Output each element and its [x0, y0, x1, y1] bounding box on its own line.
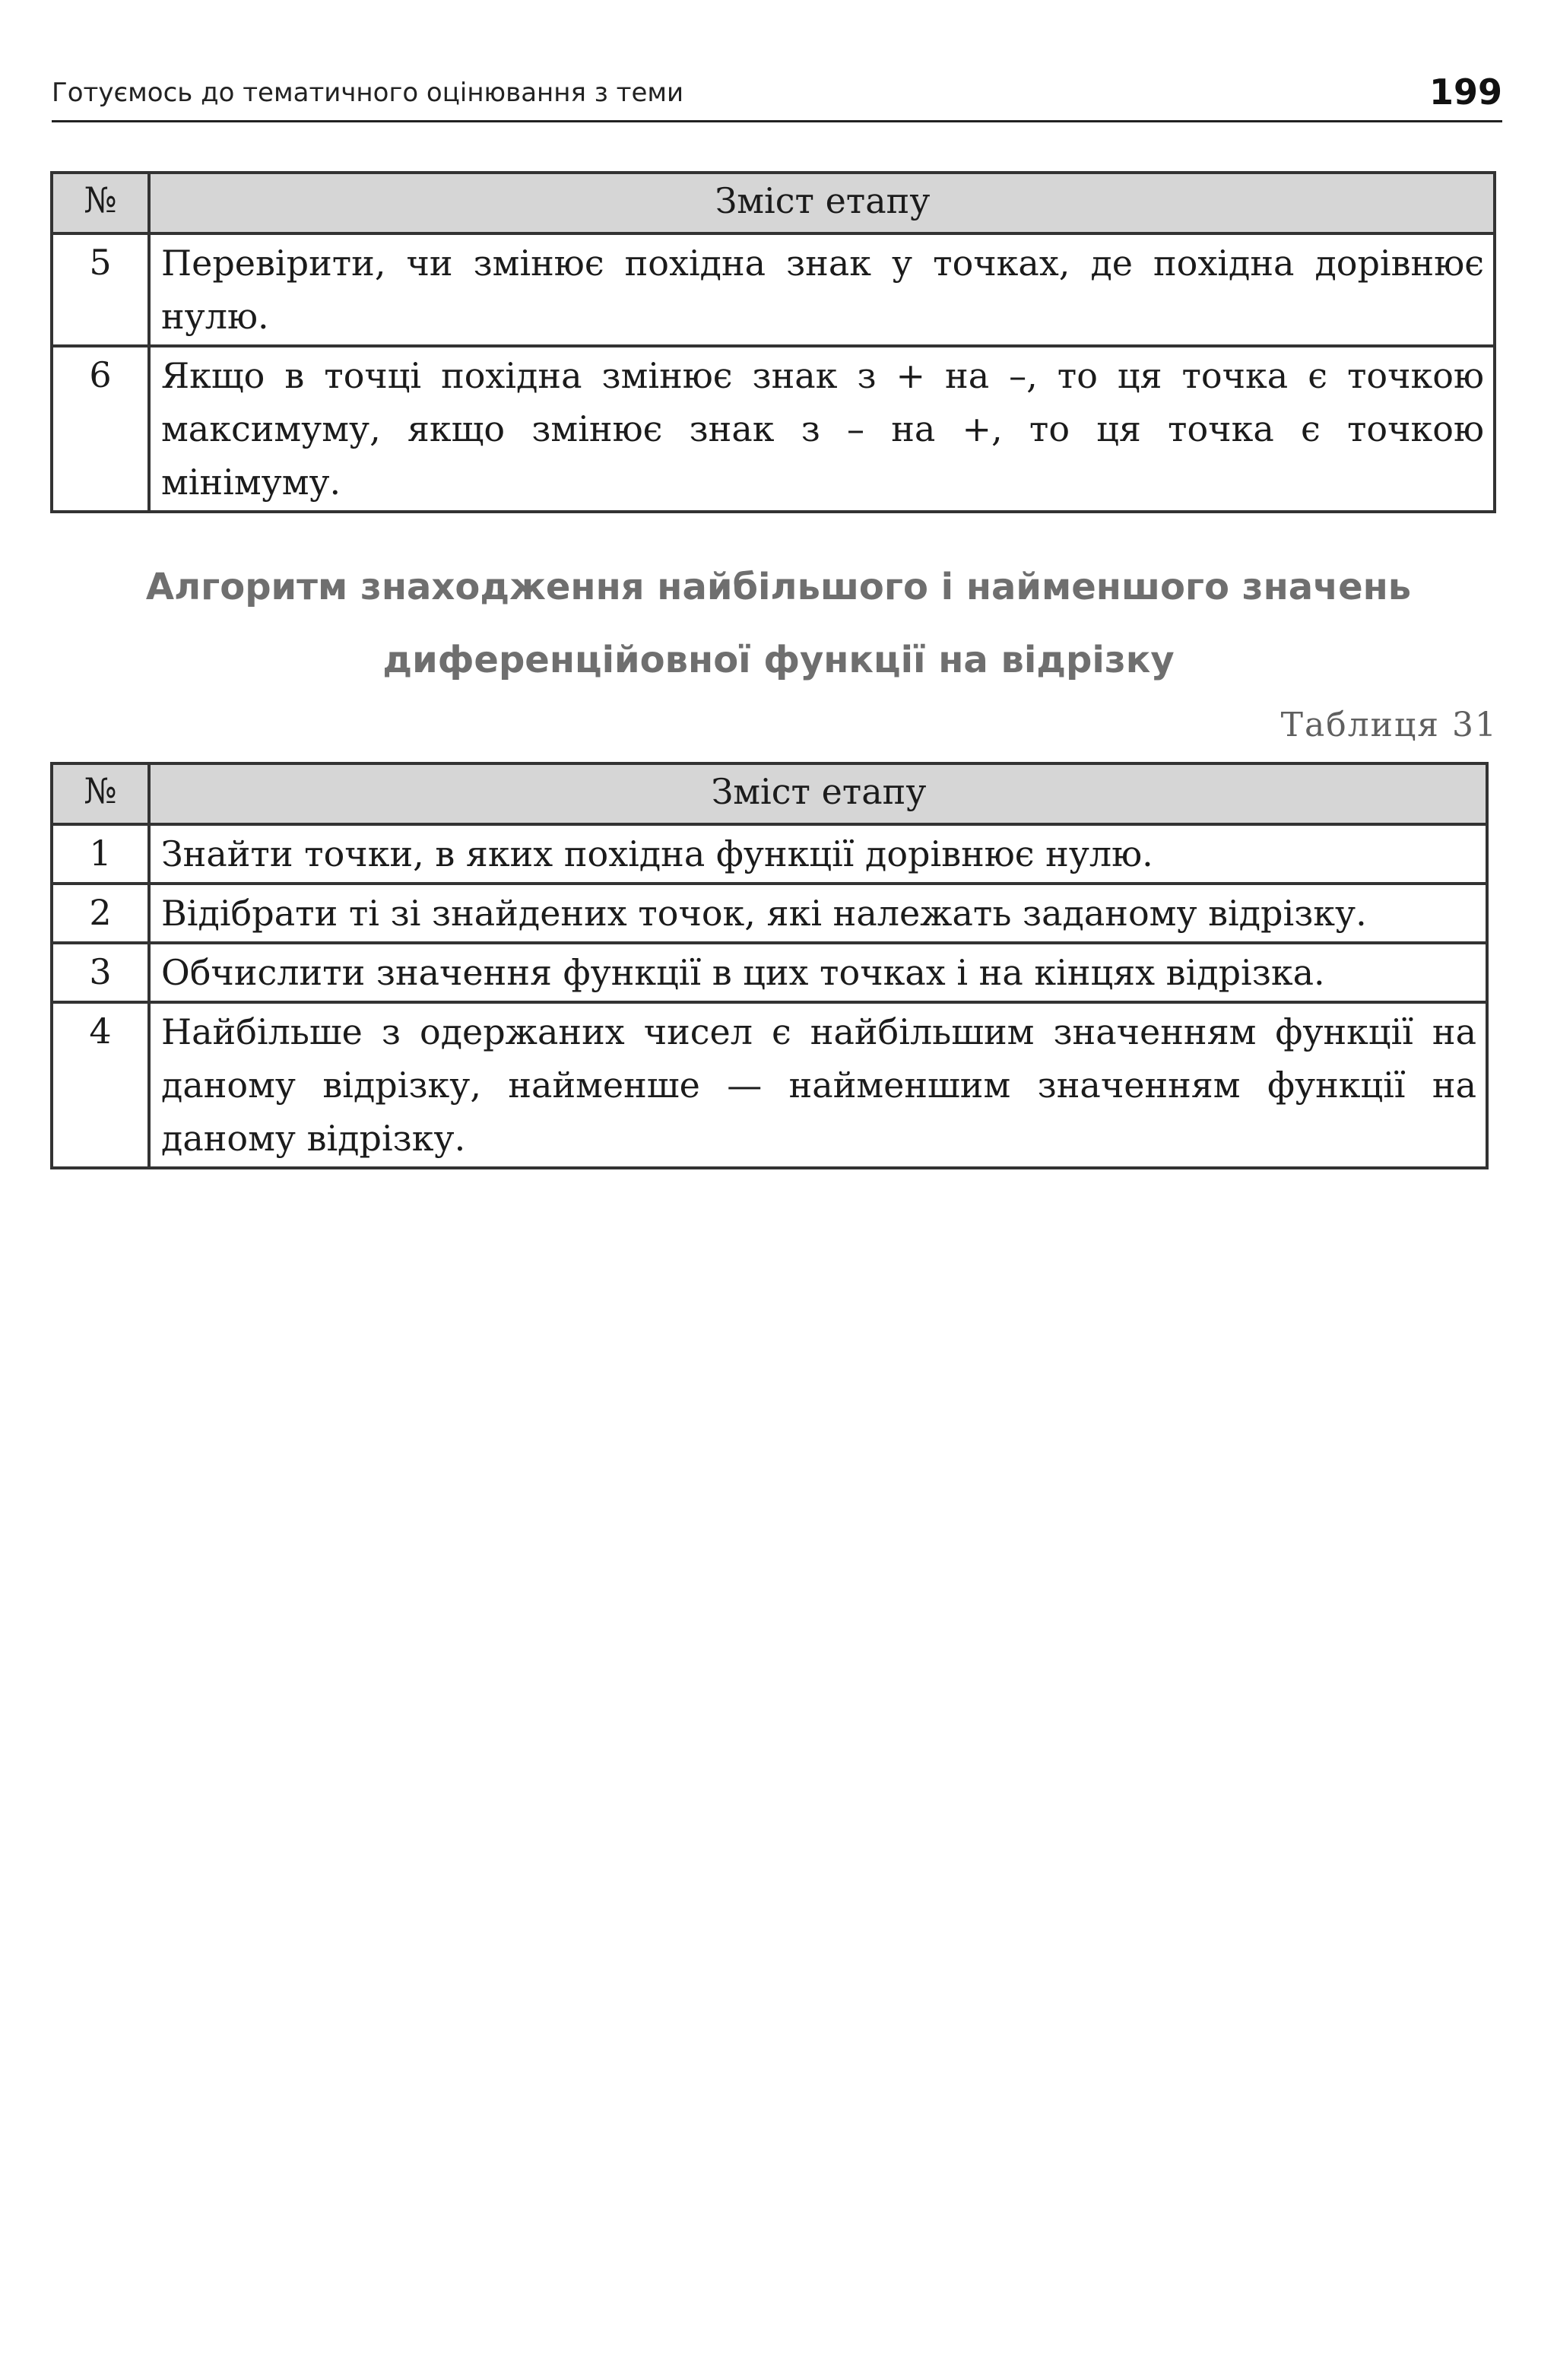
- step-text: Найбільше з одержаних чисел є найбільшим значенням функції на даному відрізку, найменше — найменшим значенням функції на даному відрізку.: [149, 1002, 1487, 1168]
- table-row: [52, 824, 1487, 884]
- page-number: 199: [1429, 71, 1502, 113]
- column-header-content: Зміст етапу: [149, 173, 1495, 233]
- step-text: Знайти точки, в яких похідна функції дорівнює нулю.: [149, 824, 1487, 884]
- step-text: Якщо в точці похідна змінює знак з + на –, то ця точка є точкою максимуму, якщо змінює знак з – на +, то ця точка є точкою мінімуму.: [149, 346, 1495, 512]
- table-row: [52, 1002, 1487, 1168]
- running-header: [52, 70, 1502, 122]
- table-caption: Таблиця 31: [1280, 706, 1498, 744]
- step-text: Обчислити значення функції в цих точках і на кінцях відрізка.: [149, 943, 1487, 1002]
- steps-table-31: [50, 762, 1489, 1169]
- steps-table-continued: [50, 171, 1496, 513]
- step-number: 5: [52, 233, 149, 346]
- table-header-row: [52, 173, 1495, 233]
- step-number: 4: [52, 1002, 149, 1168]
- column-header-number: №: [52, 763, 149, 824]
- step-number: 1: [52, 824, 149, 884]
- column-header-content: Зміст етапу: [149, 763, 1487, 824]
- table-row: [52, 346, 1495, 512]
- column-header-number: №: [52, 173, 149, 233]
- table-row: [52, 943, 1487, 1002]
- step-text: Перевірити, чи змінює похідна знак у точках, де похідна дорівнює нулю.: [149, 233, 1495, 346]
- table-header-row: [52, 763, 1487, 824]
- step-number: 3: [52, 943, 149, 1002]
- table-row: [52, 233, 1495, 346]
- step-text: Відібрати ті зі знайдених точок, які належать заданому відрізку.: [149, 884, 1487, 943]
- section-title-line-2: диференційовної функції на відрізку: [382, 639, 1175, 681]
- table-row: [52, 884, 1487, 943]
- step-number: 2: [52, 884, 149, 943]
- section-title-line-1: Алгоритм знаходження найбільшого і найменшого значень: [145, 566, 1412, 608]
- running-title: Готуємось до тематичного оцінювання з теми: [52, 78, 684, 108]
- step-number: 6: [52, 346, 149, 512]
